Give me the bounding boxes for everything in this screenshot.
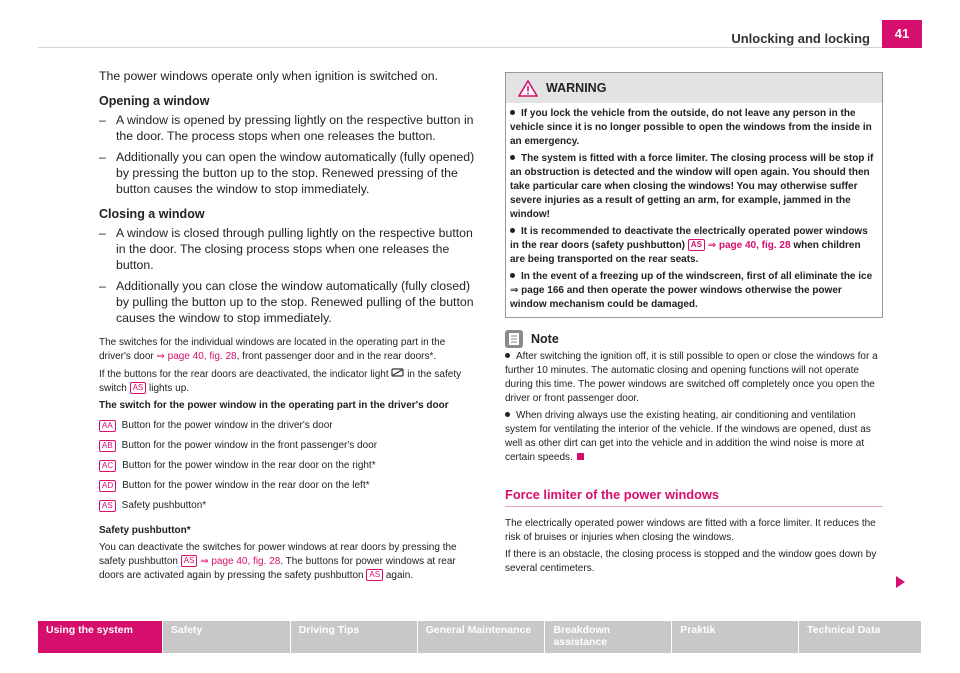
tab-driving-tips[interactable]: Driving Tips	[291, 621, 417, 653]
tab-general-maintenance[interactable]: General Maintenance	[418, 621, 545, 653]
note-item: When driving always use the existing heating, air conditioning and ventilation system for ventilating the interior of the vehicle. If the windows are opened, dust as well as other dirt can get into the vehicle and in addition the wind noise is more at certain speeds.	[505, 410, 871, 463]
warning-item: If you lock the vehicle from the outside, do not leave any person in the vehicle since it is no longer possible to open the windows from the inside in an emergency.	[510, 108, 872, 147]
warning-item: In the event of a freezing up of the windscreen, first of all eliminate the ice ⇒ page 166 and then operate the power windows otherwise the power window mechanism could be damaged.	[510, 271, 873, 310]
legend-item: AD Button for the power window in the rear door on the left*	[99, 476, 477, 496]
closing-step: – A window is closed through pulling lightly on the respective button in the door. The closing process stops when one releases the button.	[99, 226, 473, 272]
tab-technical-data[interactable]: Technical Data	[799, 621, 921, 653]
right-column	[505, 72, 883, 579]
closing-step: – Additionally you can close the window automatically (fully closed) by pulling the button up to the stop. Renewed pulling of the button causes the window to stop immediately.	[99, 279, 474, 325]
safety-heading: Safety pushbutton*	[99, 525, 191, 536]
warning-header: WARNING	[506, 73, 882, 103]
opening-step: – A window is opened by pressing lightly on the respective button in the door. The process stops when one releases the button.	[99, 113, 474, 143]
end-marker	[577, 453, 584, 460]
legend-item: AA Button for the power window in the driver's door	[99, 416, 477, 436]
fig-link[interactable]: ⇒ page 40, fig. 28	[200, 556, 281, 567]
legend-item: AC Button for the power window in the rear door on the right*	[99, 456, 477, 476]
tab-using-the-system[interactable]: Using the system	[38, 621, 162, 653]
left-column	[99, 68, 477, 586]
intro-text: The power windows operate only when ignition is switched on.	[99, 69, 439, 83]
safety-paragraph: You can deactivate the switches for power windows at rear doors by pressing the safety pushbutton AS ⇒ page 40, fig. 28. The buttons for power windows at rear doors are activated again by pressing the safety pushbutton AS again.	[99, 542, 457, 581]
tab-safety[interactable]: Safety	[163, 621, 290, 653]
opening-heading: Opening a window	[99, 94, 210, 108]
note-item: After switching the ignition off, it is still possible to open or close the windows for a further 10 minutes. The automatic closing and opening functions will not operate during this time. The power windows are switched off completely once you open the driver or front passenger door.	[505, 351, 878, 404]
section-rule	[505, 506, 883, 507]
page-number: 41	[882, 20, 922, 48]
fig-link[interactable]: ⇒ page 40, fig. 28	[156, 351, 237, 362]
note-header: Note	[505, 330, 883, 348]
window-indicator-icon	[391, 369, 407, 380]
switches-paragraph: The switches for the individual windows are located in the operating part in the driver's door ⇒ page 40, fig. 28, front passenger door and in the rear doors*.	[99, 337, 446, 362]
legend-item: AS Safety pushbutton*	[99, 496, 477, 516]
closing-heading: Closing a window	[99, 207, 205, 221]
note-icon	[505, 330, 523, 348]
switch-heading: The switch for the power window in the operating part in the driver's door	[99, 400, 449, 411]
footer-nav	[38, 621, 922, 653]
indicator-paragraph: If the buttons for the rear doors are deactivated, the indicator light in the safety switch AS lights up.	[99, 369, 462, 394]
section-title: Force limiter of the power windows	[505, 487, 720, 502]
next-page-arrow-icon[interactable]	[896, 576, 905, 588]
opening-step: – Additionally you can open the window automatically (fully opened) by pressing the button up to the stop. Renewed pressing of the button causes the window to stop immediately.	[99, 150, 475, 196]
warning-item: It is recommended to deactivate the electrically operated power windows in the rear doors (safety pushbutton) AS ⇒ page 40, fig. 28 when children are being transported on the rear seats.	[510, 226, 868, 265]
code-badge: AS	[130, 382, 147, 394]
header-rule	[38, 47, 922, 48]
tab-breakdown-assistance[interactable]: Breakdown assistance	[545, 621, 671, 653]
fig-link[interactable]: ⇒ page 40, fig. 28	[707, 240, 791, 251]
warning-icon	[518, 80, 538, 97]
section-paragraph: If there is an obstacle, the closing process is stopped and the window goes down by several centimeters.	[505, 549, 877, 574]
warning-box	[505, 72, 883, 318]
legend-item: AB Button for the power window in the front passenger's door	[99, 436, 477, 456]
page-header-title: Unlocking and locking	[731, 31, 870, 46]
warning-item: The system is fitted with a force limiter. The closing process will be stop if an obstruction is detected and the window will open again. You should then take particular care when closing the windows! You may otherwise suffer severe injuries as a result of getting an arm, for example, jammed in the window!	[510, 153, 874, 220]
section-paragraph: The electrically operated power windows are fitted with a force limiter. It reduces the risk of bruises or injuries when closing the windows.	[505, 518, 876, 543]
tab-praktik[interactable]: Praktik	[672, 621, 798, 653]
